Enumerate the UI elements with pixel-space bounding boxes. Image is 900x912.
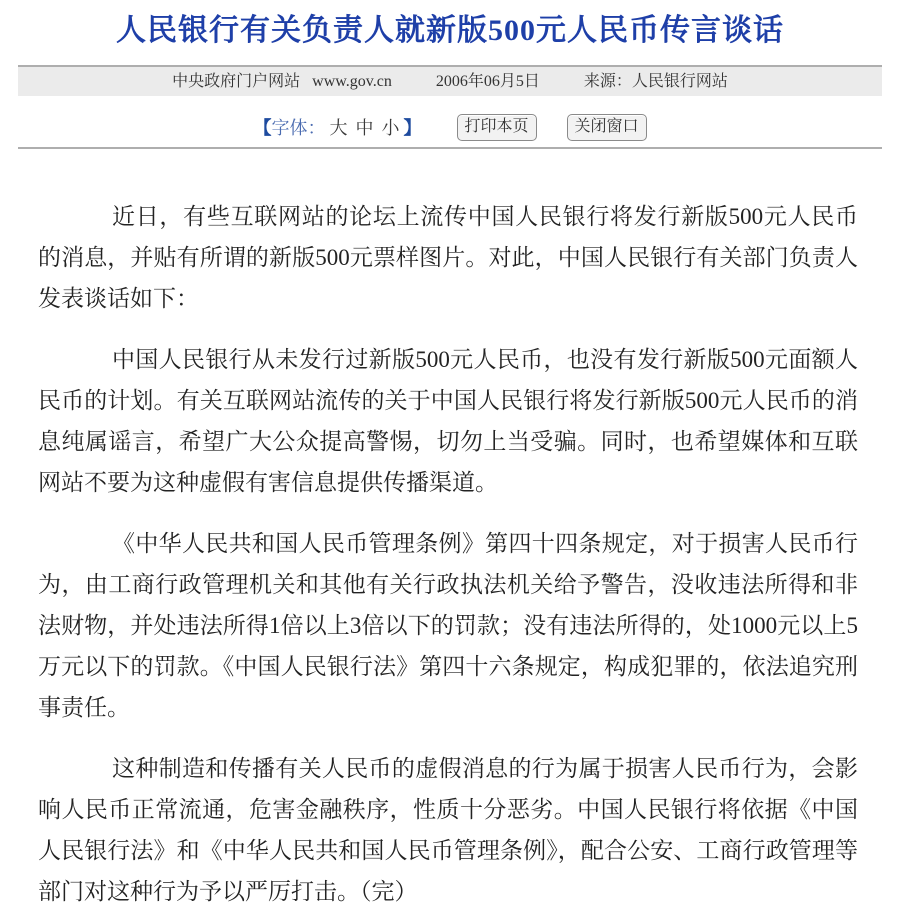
font-size-small[interactable]: 小 bbox=[381, 118, 400, 138]
article-body bbox=[0, 149, 900, 912]
font-size-medium[interactable]: 中 bbox=[355, 118, 374, 138]
font-size-label: 字体： bbox=[271, 118, 326, 138]
source-label: 来源： bbox=[583, 73, 632, 90]
paragraph-2: 中国人民银行从未发行过新版500元人民币，也没有发行新版500元面额人民币的计划。有关互联网站流传的关于中国人民银行将发行新版500元人民币的消息纯属谣言，希望广大公众提高警惕，切勿上当受骗。同时，也希望媒体和互联网站不要为这种虚假有害信息提供传播渠道。 bbox=[38, 347, 858, 495]
paragraph-3: 《中华人民共和国人民币管理条例》第四十四条规定，对于损害人民币行为，由工商行政管理机关和其他有关行政执法机关给予警告，没收违法所得和非法财物，并处违法所得1倍以上3倍以下的罚款；没有违法所得的，处1000元以上5万元以下的罚款。《中国人民银行法》第四十六条规定，构成犯罪的，依法追究刑事责任。 bbox=[38, 531, 858, 720]
meta-bar bbox=[18, 65, 882, 96]
page-title: 人民银行有关负责人就新版500元人民币传言谈话 bbox=[116, 14, 784, 47]
site-url: www.gov.cn bbox=[312, 73, 392, 90]
close-bracket: 】 bbox=[403, 118, 422, 138]
source-name: 人民银行网站 bbox=[631, 73, 728, 90]
article-page bbox=[0, 13, 900, 904]
paragraph-4: 这种制造和传播有关人民币的虚假消息的行为属于损害人民币行为，会影响人民币正常流通，危害金融秩序，性质十分恶劣。中国人民银行将依据《中国人民银行法》和《中华人民共和国人民币管理条例》，配合公安、工商行政管理等部门对这种行为予以严厉打击。（完） bbox=[38, 756, 858, 904]
site-name: 中央政府门户网站 bbox=[172, 73, 301, 90]
paragraph-1: 近日，有些互联网站的论坛上流传中国人民银行将发行新版500元人民币的消息，并贴有所谓的新版500元票样图片。对此，中国人民银行有关部门负责人发表谈话如下： bbox=[38, 204, 858, 311]
open-bracket: 【 bbox=[253, 118, 272, 138]
toolbar bbox=[18, 96, 882, 144]
close-window-button[interactable]: 关闭窗口 bbox=[567, 114, 647, 141]
font-size-large[interactable]: 大 bbox=[329, 118, 348, 138]
font-size-widget bbox=[254, 114, 422, 140]
article-date: 2006年06月5日 bbox=[435, 73, 540, 90]
print-page-button[interactable]: 打印本页 bbox=[457, 114, 537, 141]
